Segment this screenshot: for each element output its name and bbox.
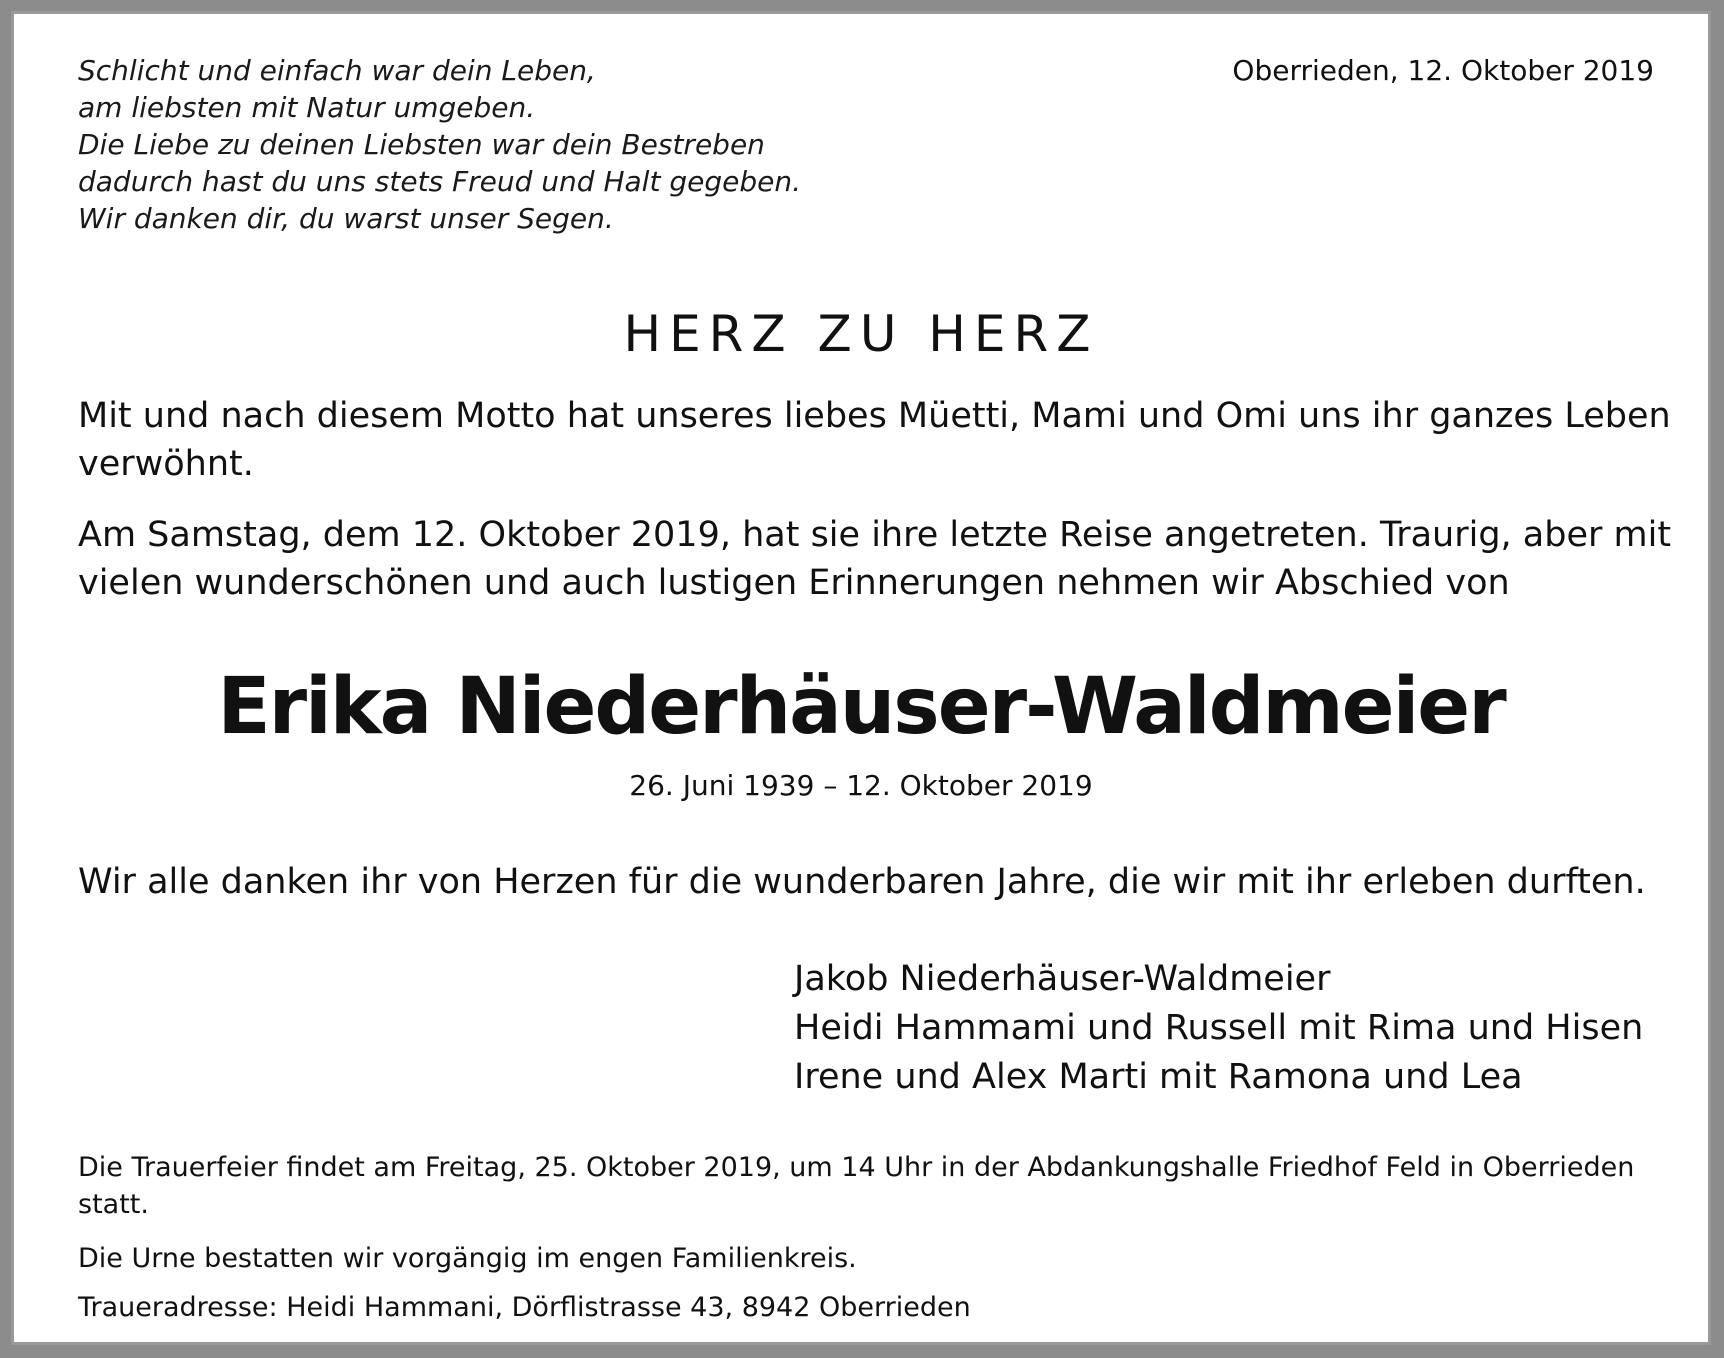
mourner-entry: Jakob Niederhäuser-Waldmeier: [794, 959, 1331, 999]
farewell-paragraph: Am Samstag, dem 12. Oktober 2019, hat sie ihre letzte Reise angetreten. Traurig, aber mit vielen wunderschönen und auch lustigen Erinnerungen nehmen wir Abschied von: [78, 515, 1672, 603]
deceased-name: Erika Niederhäuser-Waldmeier: [217, 662, 1505, 752]
verse-line: Wir danken dir, du warst unser Segen.: [78, 202, 614, 235]
obituary-notice: [11, 11, 1711, 1345]
mourners-list: [794, 955, 1643, 1102]
memorial-verse: [78, 52, 801, 237]
thanks-statement: Wir alle danken ihr von Herzen für die wunderbaren Jahre, die wir mit ihr erleben durften.: [78, 862, 1646, 902]
urn-info: Die Urne bestatten wir vorgängig im engen Familienkreis.: [78, 1243, 857, 1274]
verse-line: dadurch hast du uns stets Freud und Halt gegeben.: [78, 165, 801, 198]
verse-line: Die Liebe zu deinen Liebsten war dein Bestreben: [78, 128, 765, 161]
mourning-address: Traueradresse: Heidi Hammani, Dörflistrasse 43, 8942 Oberrieden: [78, 1292, 971, 1323]
life-dates: 26. Juni 1939 – 12. Oktober 2019: [629, 769, 1093, 802]
place-and-date: Oberrieden, 12. Oktober 2019: [1232, 54, 1654, 87]
verse-line: Schlicht und einfach war dein Leben,: [78, 54, 596, 87]
motto-heading: HERZ ZU HERZ: [623, 305, 1099, 363]
mourner-entry: Heidi Hammami und Russell mit Rima und Hisen: [794, 1008, 1644, 1048]
ceremony-info: Die Trauerfeier findet am Freitag, 25. Oktober 2019, um 14 Uhr in der Abdankungshalle Friedhof Feld in Oberrieden statt.: [78, 1152, 1635, 1220]
intro-paragraph: Mit und nach diesem Motto hat unseres liebes Müetti, Mami und Omi uns ihr ganzes Leben verwöhnt.: [78, 396, 1671, 484]
verse-line: am liebsten mit Natur umgeben.: [78, 91, 536, 124]
mourner-entry: Irene und Alex Marti mit Ramona und Lea: [794, 1057, 1523, 1097]
